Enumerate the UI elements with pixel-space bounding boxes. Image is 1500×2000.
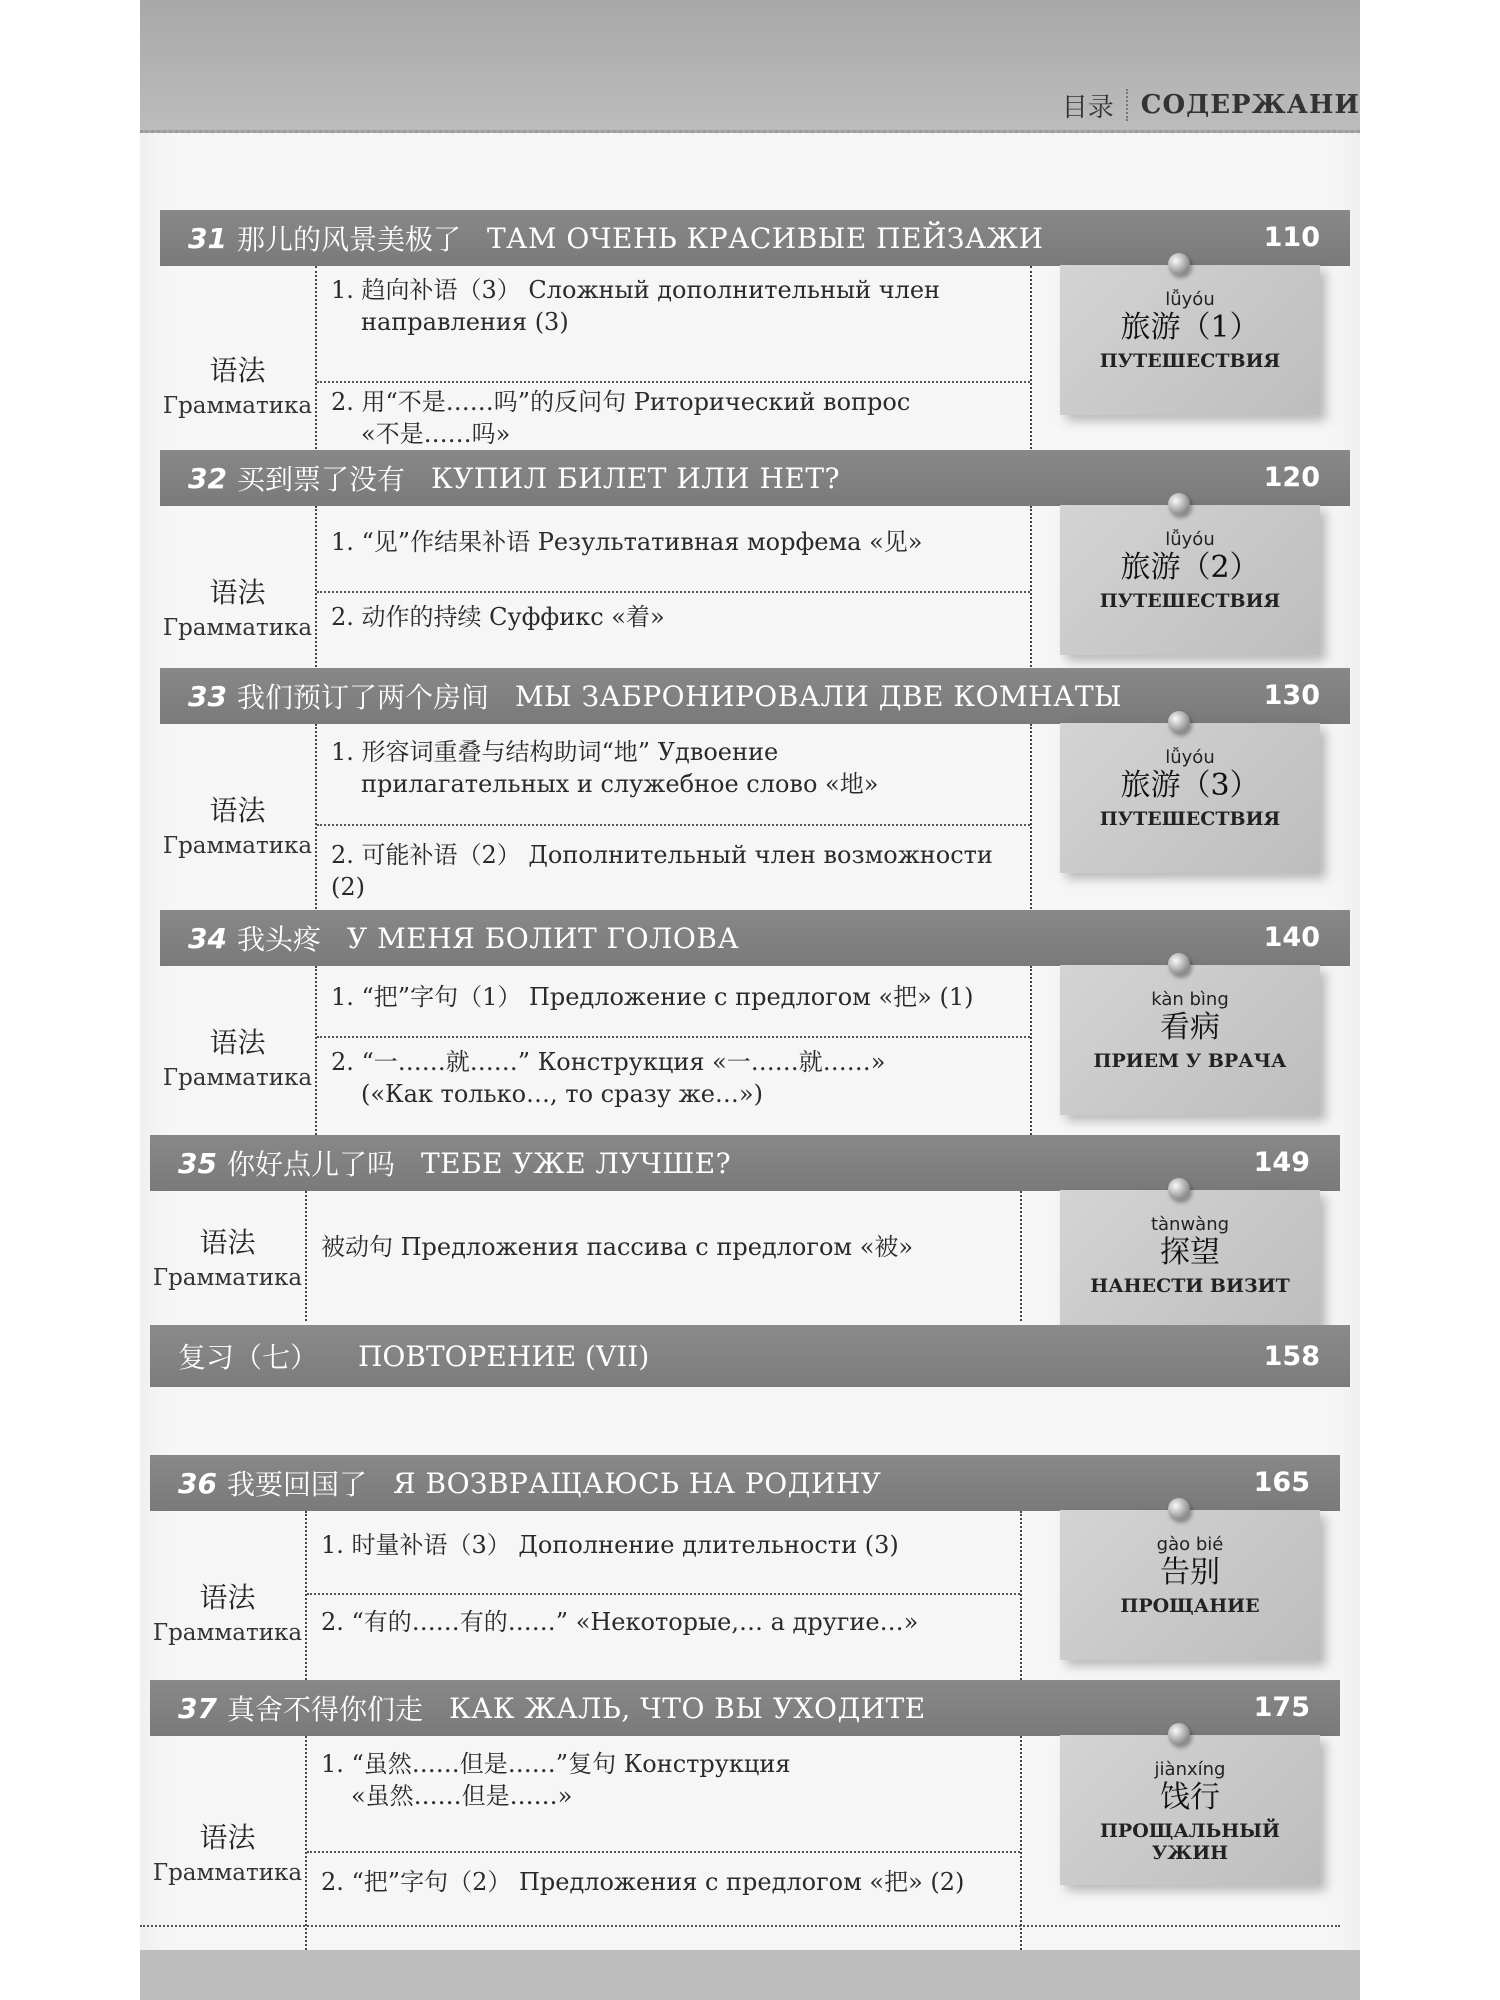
pushpin-icon [1168, 1723, 1190, 1745]
grammar-item [307, 1606, 1020, 1638]
grammar-label [160, 724, 317, 924]
lesson-title-ru: ТАМ ОЧЕНЬ КРАСИВЫЕ ПЕЙЗАЖИ [486, 221, 1044, 255]
grammar-label-zh: 语法 [199, 1821, 256, 1854]
grammar-items [317, 724, 1030, 924]
topic-pinyin: lǚyóu [1165, 289, 1215, 310]
topic-russian: ПРОЩАНИЕ [1120, 1595, 1260, 1617]
grammar-item-continuation: («Как только…, то сразу же…») [361, 1080, 763, 1108]
topic-sticky-note [1060, 1190, 1320, 1340]
grammar-label-ru: Грамматика [162, 1065, 313, 1091]
review-bar[interactable] [150, 1325, 1350, 1387]
grammar-item [317, 839, 1030, 903]
topic-sticky-note [1060, 723, 1320, 873]
topic-sticky-note [1060, 1735, 1320, 1885]
grammar-items [307, 1191, 1020, 1321]
grammar-row-divider [317, 824, 1030, 826]
lesson-title-zh: 我头疼 [236, 923, 321, 956]
grammar-item-line: 1. “见”作结果补语 Результативная морфема «见» [331, 528, 923, 556]
grammar-item [307, 1748, 1020, 1812]
grammar-label-zh: 语法 [209, 353, 266, 387]
grammar-row-divider [317, 1036, 1030, 1038]
grammar-item-line: 2. “一……就……” Конструкция «一……就……» [331, 1048, 886, 1076]
pushpin-icon [1168, 493, 1190, 515]
grammar-row-divider [307, 1851, 1020, 1853]
lesson-number: 37 [178, 1691, 217, 1725]
pushpin-icon [1168, 253, 1190, 275]
grammar-item [317, 601, 1030, 633]
header-ru: СОДЕРЖАНИ [1140, 90, 1360, 120]
grammar-item [307, 1529, 1020, 1561]
top-band [140, 0, 1360, 133]
grammar-item-continuation: «不是……吗» [361, 420, 511, 448]
topic-hanzi: 旅游（3） [1120, 768, 1260, 803]
lesson-title-ru: МЫ ЗАБРОНИРОВАЛИ ДВЕ КОМНАТЫ [514, 679, 1123, 713]
lesson-title-zh: 你好点儿了吗 [226, 1148, 395, 1181]
grammar-label-zh: 语法 [199, 1581, 256, 1614]
pushpin-icon [1168, 953, 1190, 975]
review-title-zh: 复习（七） [178, 1341, 319, 1374]
lesson-title-bar[interactable] [150, 1455, 1340, 1511]
topic-pinyin: kàn bìng [1151, 989, 1229, 1010]
grammar-section [150, 1191, 1022, 1321]
bottom-divider [140, 1925, 1340, 1927]
grammar-label-ru: Грамматика [162, 615, 313, 641]
grammar-section [150, 1736, 1022, 1966]
grammar-item [317, 981, 1030, 1013]
grammar-label [150, 1736, 307, 1966]
grammar-item [317, 736, 1030, 800]
review-title-ru: ПОВТОРЕНИЕ (VII) [358, 1339, 650, 1373]
pushpin-icon [1168, 711, 1190, 733]
grammar-label-zh: 语法 [209, 576, 266, 609]
grammar-item [317, 274, 1030, 338]
topic-russian: ПУТЕШЕСТВИЯ [1099, 590, 1281, 612]
topic-pinyin: lǚyóu [1165, 529, 1215, 550]
grammar-item-line: 1. 趋向补语（3） Сложный дополнительный член [331, 276, 941, 304]
lesson-35 [150, 1135, 1340, 1321]
lesson-37 [150, 1680, 1340, 1966]
grammar-label-ru: Грамматика [162, 833, 313, 859]
grammar-label-zh: 语法 [209, 1026, 266, 1059]
grammar-label-ru: Грамматика [152, 1860, 303, 1886]
lesson-page-number: 130 [1263, 680, 1320, 711]
topic-pinyin: lǚyóu [1165, 747, 1215, 768]
grammar-item-line: 1. “把”字句（1） Предложение с предлогом «把» (1) [331, 983, 974, 1011]
topic-sticky-note [1060, 1510, 1320, 1660]
grammar-item-continuation: направления (3) [361, 308, 569, 336]
lesson-number: 31 [188, 221, 227, 255]
lesson-number: 34 [188, 921, 227, 955]
lesson-number: 32 [188, 461, 227, 495]
grammar-label-zh: 语法 [199, 1226, 256, 1259]
grammar-row-divider [307, 1593, 1020, 1595]
topic-russian: ПУТЕШЕСТВИЯ [1099, 350, 1281, 372]
grammar-label-ru: Грамматика [152, 1620, 303, 1646]
grammar-item-line: 1. “虽然……但是……”复句 Конструкция [321, 1750, 791, 1778]
header-separator [1126, 89, 1129, 121]
lesson-title-ru: КУПИЛ БИЛЕТ ИЛИ НЕТ? [430, 461, 841, 495]
grammar-section [160, 966, 1032, 1146]
grammar-item [307, 1866, 1020, 1898]
lesson-page-number: 175 [1253, 1692, 1310, 1723]
lesson-number: 35 [178, 1146, 217, 1180]
lesson-title-zh: 真舍不得你们走 [226, 1693, 423, 1726]
topic-hanzi: 饯行 [1160, 1780, 1220, 1815]
topic-russian: ПУТЕШЕСТВИЯ [1099, 808, 1281, 830]
lesson-36 [150, 1455, 1340, 1711]
topic-hanzi: 告别 [1160, 1555, 1220, 1590]
grammar-item-line: 1. 形容词重叠与结构助词“地” Удвоение [331, 738, 779, 766]
bottom-band [140, 1950, 1360, 2000]
grammar-item [317, 1046, 1030, 1110]
lesson-title-bar[interactable] [150, 1680, 1340, 1736]
topic-sticky-note [1060, 965, 1320, 1115]
grammar-item-line: 2. 动作的持续 Суффикс «着» [331, 603, 665, 631]
lesson-page-number: 140 [1263, 922, 1320, 953]
lesson-title-ru: Я ВОЗВРАЩАЮСЬ НА РОДИНУ [392, 1466, 882, 1500]
grammar-item [317, 526, 1030, 558]
grammar-item-line: 2. 可能补语（2） Дополнительный член возможности (2) [331, 841, 993, 901]
topic-russian: ПРОЩАЛЬНЫЙ УЖИН [1099, 1820, 1281, 1864]
lesson-title-zh: 那儿的风景美极了 [236, 223, 461, 256]
lesson-33 [160, 668, 1350, 924]
topic-pinyin: gào bié [1156, 1534, 1224, 1555]
book-page [140, 0, 1360, 2000]
grammar-row-divider [317, 591, 1030, 593]
topic-pinyin: jiànxíng [1154, 1759, 1226, 1780]
lesson-page-number: 165 [1253, 1467, 1310, 1498]
header-zh: 目录 [1061, 92, 1114, 123]
page-header [1062, 85, 1360, 125]
topic-russian: ПРИЕМ У ВРАЧА [1093, 1050, 1287, 1072]
topic-russian: НАНЕСТИ ВИЗИТ [1090, 1275, 1290, 1297]
grammar-items [307, 1736, 1020, 1966]
lesson-34 [160, 910, 1350, 1146]
grammar-item [307, 1231, 1020, 1263]
grammar-label-ru: Грамматика [162, 392, 313, 419]
lesson-title-zh: 我要回国了 [226, 1468, 367, 1501]
grammar-label-ru: Грамматика [152, 1265, 303, 1291]
pushpin-icon [1168, 1498, 1190, 1520]
grammar-item-continuation: прилагательных и служебное слово «地» [361, 770, 879, 798]
lesson-page-number: 120 [1263, 462, 1320, 493]
review-page-number: 158 [1263, 1341, 1320, 1372]
grammar-item-line: 2. “把”字句（2） Предложения с предлогом «把» (2) [321, 1868, 965, 1896]
lesson-page-number: 149 [1253, 1147, 1310, 1178]
grammar-section [160, 724, 1032, 924]
grammar-item-continuation: «虽然……但是……» [351, 1782, 573, 1810]
pushpin-icon [1168, 1178, 1190, 1200]
lesson-title-ru: У МЕНЯ БОЛИТ ГОЛОВА [346, 921, 740, 955]
lesson-number: 33 [188, 679, 227, 713]
topic-sticky-note [1060, 265, 1320, 415]
topic-hanzi: 旅游（2） [1120, 550, 1260, 585]
lesson-title-zh: 买到票了没有 [236, 463, 405, 496]
topic-sticky-note [1060, 505, 1320, 655]
lesson-title-ru: КАК ЖАЛЬ, ЧТО ВЫ УХОДИТЕ [448, 1691, 926, 1725]
grammar-label [150, 1191, 307, 1321]
grammar-item-line: 被动句 Предложения пассива с предлогом «被» [321, 1233, 914, 1261]
grammar-item-line: 2. “有的……有的……” «Некоторые,… а другие…» [321, 1608, 919, 1636]
grammar-item [317, 386, 1030, 450]
topic-hanzi: 看病 [1160, 1010, 1220, 1045]
grammar-label-zh: 语法 [209, 794, 266, 827]
topic-hanzi: 旅游（1） [1120, 310, 1260, 345]
topic-hanzi: 探望 [1160, 1235, 1220, 1270]
grammar-items [317, 966, 1030, 1146]
grammar-item-line: 1. 时量补语（3） Дополнение длительности (3) [321, 1531, 899, 1559]
grammar-label [160, 966, 317, 1146]
lesson-page-number: 110 [1263, 222, 1320, 253]
lesson-title-ru: ТЕБЕ УЖЕ ЛУЧШЕ? [420, 1146, 732, 1180]
lesson-number: 36 [178, 1466, 217, 1500]
lesson-title-bar[interactable] [150, 1135, 1340, 1191]
grammar-row-divider [317, 381, 1030, 383]
grammar-item-line: 2. 用“不是……吗”的反问句 Риторический вопрос [331, 388, 911, 416]
lesson-title-zh: 我们预订了两个房间 [236, 681, 489, 714]
topic-pinyin: tànwàng [1150, 1214, 1230, 1235]
